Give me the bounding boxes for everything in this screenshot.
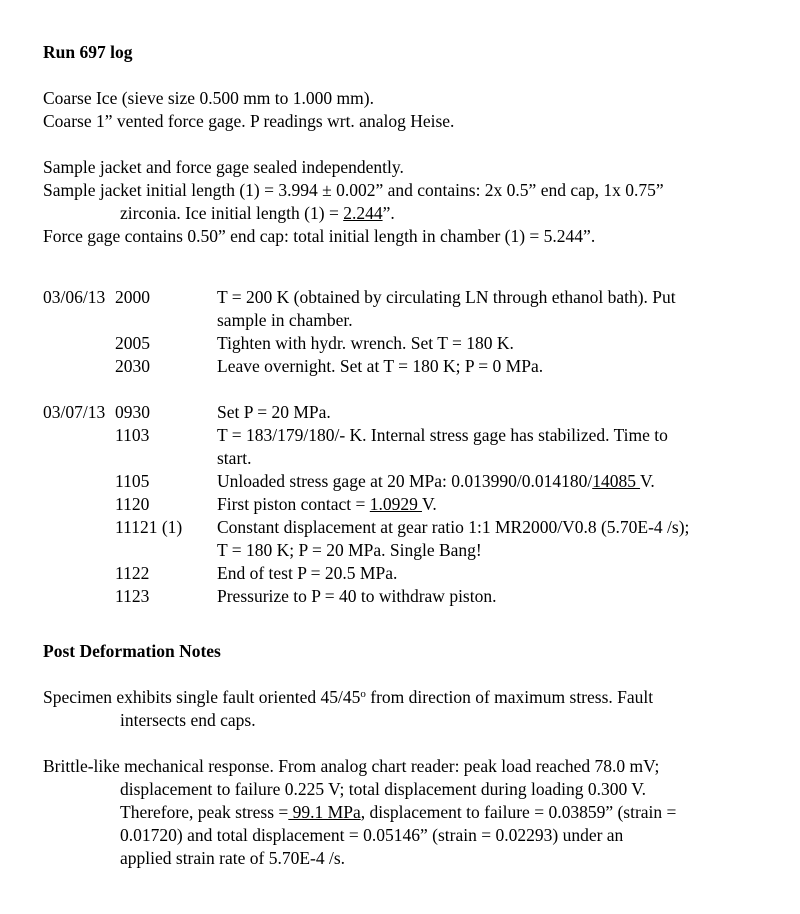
log-text: End of test P = 20.5 MPa. <box>217 563 398 583</box>
log-date <box>43 424 115 447</box>
log-text: sample in chamber. <box>217 310 353 330</box>
text-line: Brittle-like mechanical response. From analog chart reader: peak load reached 78.0 mV; <box>43 756 660 776</box>
log-date <box>43 447 115 470</box>
log-date <box>43 470 115 493</box>
log-date <box>43 562 115 585</box>
text-segment: V. <box>640 471 655 491</box>
log-time: 1120 <box>115 494 150 514</box>
log-text: Pressurize to P = 40 to withdraw piston. <box>217 586 497 606</box>
specimen-paragraph <box>43 686 780 732</box>
log-time <box>115 309 217 332</box>
log-time: 2030 <box>115 356 150 376</box>
log-date: 03/07/13 <box>43 402 106 422</box>
log-date <box>43 309 115 332</box>
page-title: Run 697 log <box>43 42 133 62</box>
log-text: Constant displacement at gear ratio 1:1 MR2000/V0.8 (5.70E-4 /s); <box>217 517 690 537</box>
log-text: Set P = 20 MPa. <box>217 402 331 422</box>
log-text: Leave overnight. Set at T = 180 K; P = 0 MPa. <box>217 356 544 376</box>
log-day-group <box>43 401 780 608</box>
log-text: start. <box>217 448 252 468</box>
post-deformation-heading: Post Deformation Notes <box>43 641 221 661</box>
log-text: T = 200 K (obtained by circulating LN through ethanol bath). Put <box>217 287 676 307</box>
text-line <box>43 801 780 824</box>
log-date: 03/06/13 <box>43 287 106 307</box>
underlined-value: 99.1 MPa <box>288 802 361 822</box>
log-text <box>217 470 780 493</box>
log-date <box>43 516 115 539</box>
log-time <box>115 539 217 562</box>
log-time: 2000 <box>115 287 150 307</box>
log-date <box>43 585 115 608</box>
log-date <box>43 355 115 378</box>
text-line: Force gage contains 0.50” end cap: total initial length in chamber (1) = 5.244”. <box>43 226 596 246</box>
log-day-group <box>43 286 780 378</box>
text-segment: zirconia. Ice initial length (1) = <box>120 203 344 223</box>
text-line: Coarse 1” vented force gage. P readings wrt. analog Heise. <box>43 111 455 131</box>
text-segment: from direction of maximum stress. Fault <box>365 687 654 707</box>
text-segment: First piston contact = <box>217 494 370 514</box>
underlined-value: 2.244 <box>343 203 383 223</box>
text-line: Sample jacket and force gage sealed independently. <box>43 157 404 177</box>
text-segment: Therefore, peak stress = <box>120 802 289 822</box>
log-time: 1122 <box>115 563 150 583</box>
log-date <box>43 539 115 562</box>
text-line <box>43 202 780 225</box>
text-segment: , displacement to failure = 0.03859” (strain = <box>360 802 677 822</box>
log-time: 0930 <box>115 402 150 422</box>
text-segment: ”. <box>382 203 395 223</box>
log-time: 2005 <box>115 333 150 353</box>
intro-paragraph <box>43 87 780 133</box>
log-text <box>217 493 780 516</box>
text-line <box>43 686 780 709</box>
log-date <box>43 493 115 516</box>
underlined-value: 14085 <box>592 471 641 491</box>
log-time: 11121 (1) <box>115 517 183 537</box>
text-segment: Specimen exhibits single fault oriented 45/45 <box>43 687 361 707</box>
text-line: Sample jacket initial length (1) = 3.994 ± 0.002” and contains: 2x 0.5” end cap, 1x 0.75” <box>43 180 664 200</box>
log-time <box>115 447 217 470</box>
log-time: 1103 <box>115 425 150 445</box>
underlined-value: 1.0929 <box>369 494 422 514</box>
text-line: Coarse Ice (sieve size 0.500 mm to 1.000 mm). <box>43 88 374 108</box>
log-text: T = 180 K; P = 20 MPa. Single Bang! <box>217 540 482 560</box>
degree-superscript: o <box>360 688 366 700</box>
text-line: 0.01720) and total displacement = 0.05146” (strain = 0.02293) under an <box>120 825 624 845</box>
log-text: Tighten with hydr. wrench. Set T = 180 K. <box>217 333 514 353</box>
text-line: intersects end caps. <box>120 710 256 730</box>
log-time: 1123 <box>115 586 150 606</box>
setup-paragraph <box>43 156 780 248</box>
text-line: displacement to failure 0.225 V; total displacement during loading 0.300 V. <box>120 779 647 799</box>
text-segment: Unloaded stress gage at 20 MPa: 0.013990/0.014180/ <box>217 471 593 491</box>
log-time: 1105 <box>115 471 150 491</box>
text-segment: V. <box>421 494 437 514</box>
text-line: applied strain rate of 5.70E-4 /s. <box>120 848 346 868</box>
brittle-paragraph <box>43 755 780 870</box>
log-text: T = 183/179/180/- K. Internal stress gage has stabilized. Time to <box>217 425 668 445</box>
log-date <box>43 332 115 355</box>
